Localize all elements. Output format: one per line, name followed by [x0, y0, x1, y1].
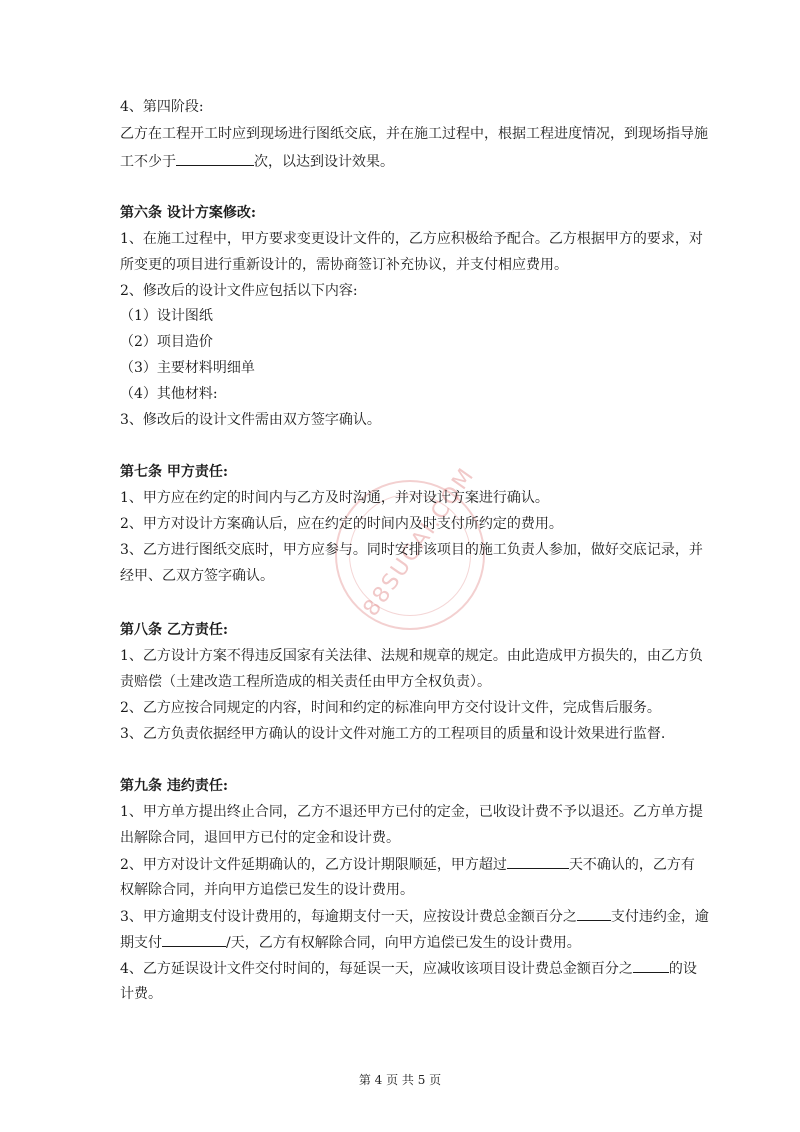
- article8-p2: 2、乙方应按合同规定的内容，时间和约定的标准向甲方交付设计文件，完成售后服务。: [120, 700, 661, 716]
- article6-p1-line-2: 所变更的项目进行重新设计的，需协商签订补充协议，并支付相应费用。: [120, 257, 568, 273]
- article9-p2-line-1a: 2、甲方对设计文件延期确认的，乙方设计期限顺延，甲方超过: [120, 857, 507, 873]
- stage4-heading: 4、第四阶段:: [120, 99, 204, 115]
- article9-p4-line-1a: 4、乙方延误设计文件交付时间的，每延误一天，应减收该项目设计费总金额百分之: [120, 961, 633, 977]
- article6-p1-line-1: 1、在施工过程中，甲方要求变更设计文件的，乙方应积极给予配合。乙方根据甲方的要求，对: [120, 231, 703, 247]
- article9-p3-line-1: [120, 906, 709, 927]
- penalty-percent-blank[interactable]: [577, 906, 611, 921]
- stage4-line-2: [120, 151, 690, 172]
- article7-p3-line-2: 经甲、乙双方签字确认。: [120, 568, 274, 584]
- page-footer: 第 4 页 共 5 页: [358, 1073, 442, 1087]
- article6-item-4: （4）其他材料:: [120, 386, 218, 402]
- article9-p3-line-1b: 支付违约金，逾: [610, 909, 709, 925]
- article9-p1-line-2: 出解除合同，退回甲方已付的定金和设计费。: [120, 830, 400, 846]
- article7-p2: 2、甲方对设计方案确认后，应在约定的时间内及时支付所约定的费用。: [120, 516, 563, 532]
- article6-title: 第六条 设计方案修改:: [120, 205, 257, 221]
- article8-p1-line-1: 1、乙方设计方案不得违反国家有关法律、法规和规章的规定。由此造成甲方损失的，由乙方负: [120, 648, 703, 664]
- article9-p3-line-1a: 3、甲方逾期支付设计费用的，每逾期支付一天，应按设计费总金额百分之: [120, 909, 577, 925]
- article6-item-1: （1）设计图纸: [120, 308, 213, 324]
- overdue-amount-blank[interactable]: [162, 932, 226, 947]
- article7-p1: 1、甲方应在约定的时间内与乙方及时沟通，并对设计方案进行确认。: [120, 490, 549, 506]
- article9-p4-line-2: 计费。: [120, 986, 162, 1002]
- article9-p2-line-1: [120, 854, 695, 875]
- article8-p1-line-2: 责赔偿（土建改造工程所造成的相关责任由甲方全权负责）。: [120, 674, 491, 690]
- article6-p3: 3、修改后的设计文件需由双方签字确认。: [120, 412, 381, 428]
- article9-p2-line-1b: 天不确认的，乙方有: [568, 857, 695, 873]
- article9-p2-line-2: 权解除合同，并向甲方追偿已发生的设计费用。: [120, 882, 414, 898]
- stage4-line-1: 乙方在工程开工时应到现场进行图纸交底，并在施工过程中，根据工程进度情况，到现场指导施: [120, 126, 708, 142]
- article9-p4-line-1: [120, 958, 697, 979]
- article9-p1-line-1: 1、甲方单方提出终止合同，乙方不退还甲方已付的定金，已收设计费不予以退还。乙方单方提: [120, 804, 703, 820]
- days-blank[interactable]: [507, 854, 569, 869]
- reduction-percent-blank[interactable]: [633, 958, 669, 973]
- stage4-line-2a: 工不少于: [120, 154, 176, 170]
- article7-title: 第七条 甲方责任:: [120, 464, 229, 480]
- article9-p3-line-2: [120, 932, 690, 953]
- stage4-line-2b: 次，以达到设计效果。: [254, 154, 394, 170]
- article6-item-3: （3）主要材料明细单: [120, 360, 255, 376]
- article6-item-2: （2）项目造价: [120, 334, 213, 350]
- article9-p3-line-2b: /天，乙方有权解除合同，向甲方追偿已发生的设计费用。: [226, 935, 581, 951]
- article8-title: 第八条 乙方责任:: [120, 622, 229, 638]
- article9-p4-line-1b: 的设: [668, 961, 697, 977]
- article8-p3: 3、乙方负责依据经甲方确认的设计文件对施工方的工程项目的质量和设计效果进行监督.: [120, 726, 666, 742]
- article6-p2: 2、修改后的设计文件应包括以下内容:: [120, 283, 358, 299]
- article7-p3-line-1: 3、乙方进行图纸交底时，甲方应参与。同时安排该项目的施工负责人参加，做好交底记录，并: [120, 542, 703, 558]
- watermark-text: 88SUCAI.COM: [358, 462, 480, 622]
- visit-count-blank[interactable]: [176, 151, 254, 166]
- article9-title: 第九条 违约责任:: [120, 778, 229, 794]
- article9-p3-line-2a: 期支付: [120, 935, 162, 951]
